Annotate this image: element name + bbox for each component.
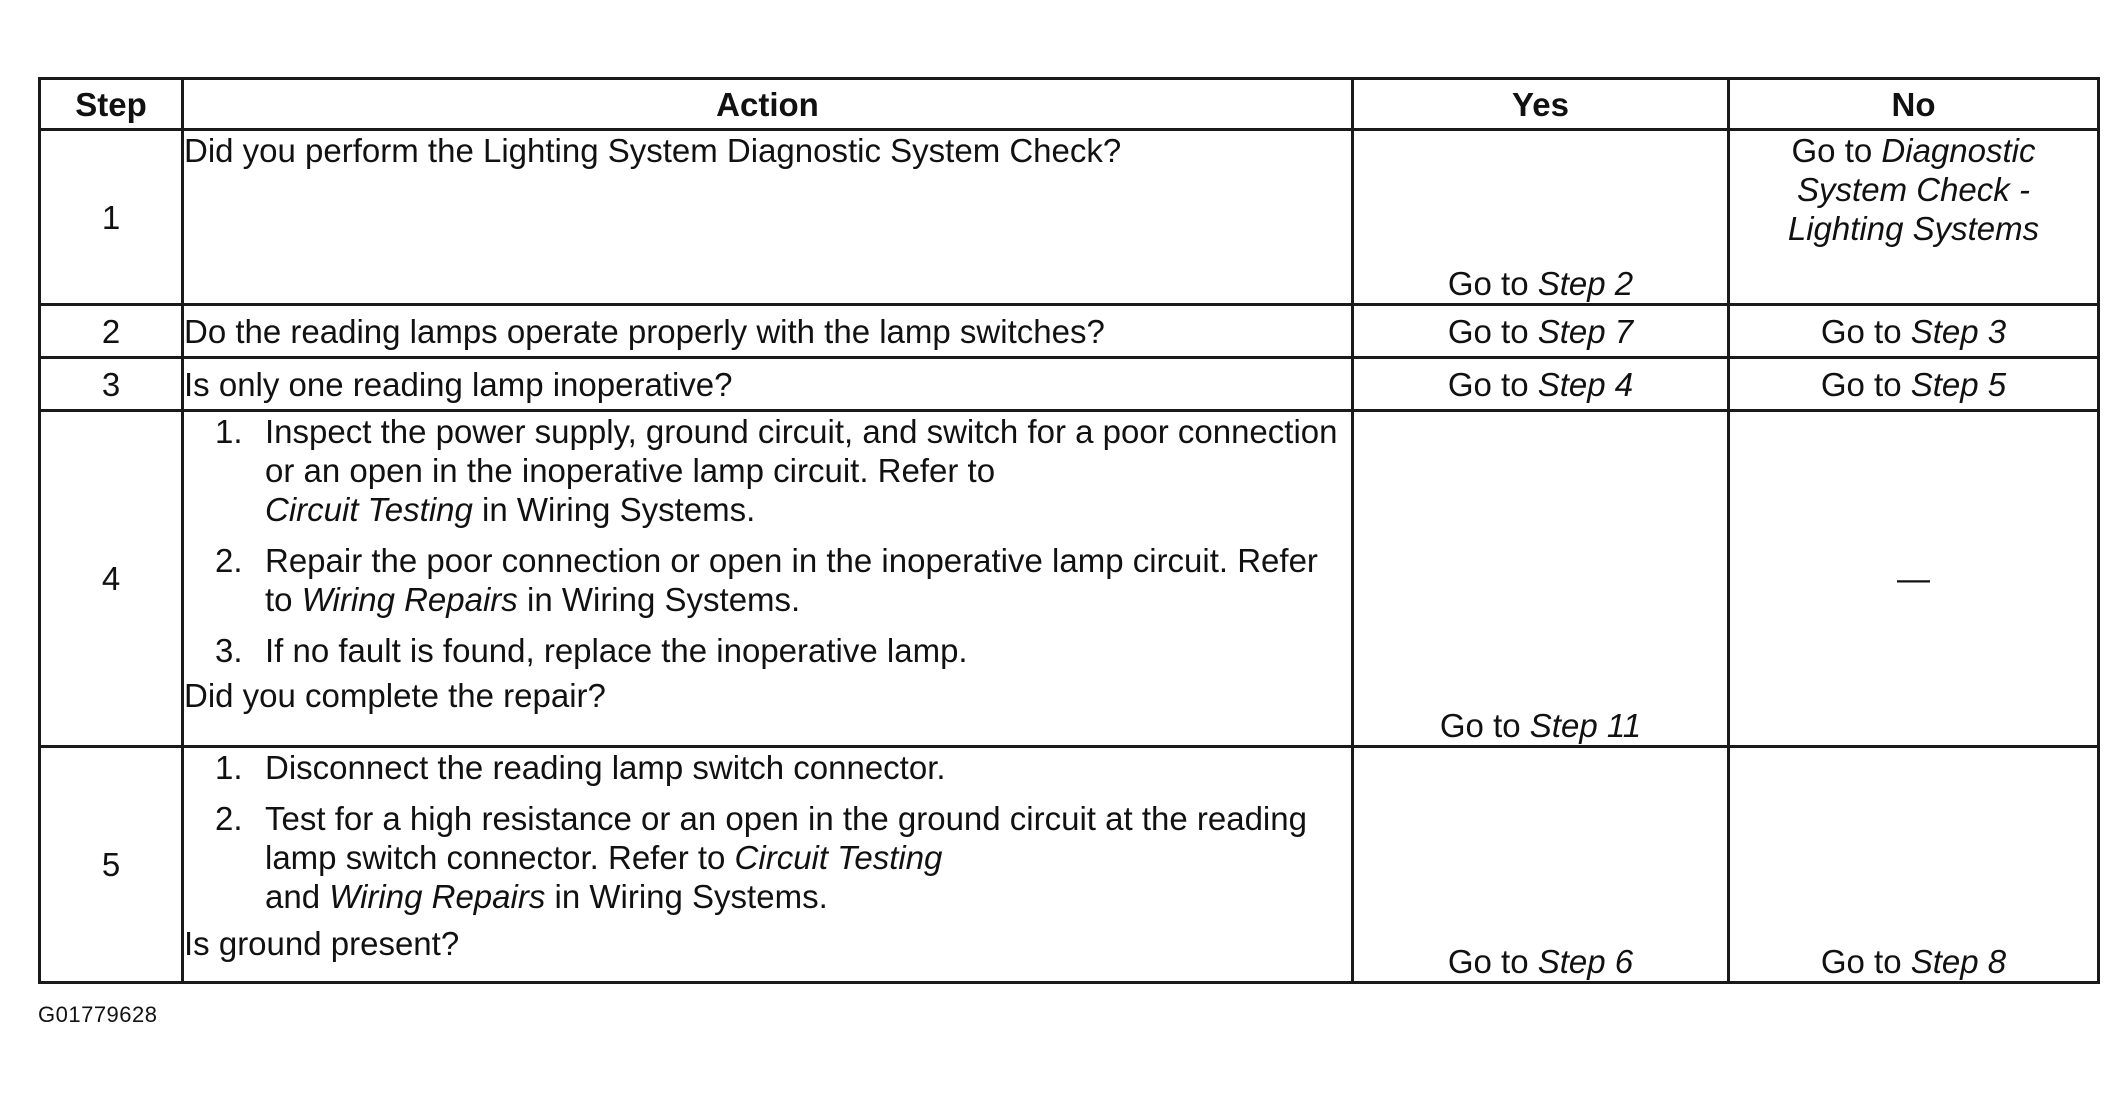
list-item	[184, 412, 1351, 529]
no-cell	[1729, 130, 2099, 305]
no-goto-prefix: Go to	[1820, 365, 1902, 403]
action-question: Did you perform the Lighting System Diagnostic System Check?	[184, 132, 1122, 169]
list-item-text: Repair the poor connection or open in the inoperative lamp circuit. Refer to	[265, 542, 1318, 618]
yes-cell	[1353, 747, 1729, 983]
no-step-link[interactable]: Step 5	[1910, 365, 2007, 403]
list-item-number: 3.	[215, 632, 243, 669]
table-row	[40, 305, 2099, 358]
step-number: 2	[40, 305, 183, 358]
yes-goto-prefix: Go to	[1447, 265, 1529, 302]
yes-cell	[1353, 358, 1729, 411]
yes-step-link[interactable]: Step 7	[1537, 312, 1634, 350]
no-cell	[1729, 411, 2099, 747]
yes-step-link[interactable]: Step 11	[1529, 707, 1642, 744]
circuit-testing-link[interactable]: Circuit Testing	[265, 491, 473, 528]
action-question: Is ground present?	[184, 925, 460, 962]
yes-cell	[1353, 130, 1729, 305]
action-cell	[183, 358, 1353, 411]
table-row	[40, 411, 2099, 747]
step-number: 4	[40, 411, 183, 747]
table-row	[40, 130, 2099, 305]
no-goto-prefix: Go to	[1791, 132, 1873, 169]
list-item-number: 2.	[215, 800, 243, 837]
action-cell	[183, 130, 1353, 305]
no-cell	[1729, 305, 2099, 358]
header-row	[40, 79, 2099, 130]
list-item-text: Inspect the power supply, ground circuit, and switch for a poor connection or an open in the inoperative lamp circuit. Refer to	[265, 413, 1338, 489]
header-yes: Yes	[1353, 79, 1729, 130]
figure-id: G01779628	[38, 1002, 158, 1027]
no-step-link[interactable]: Step 3	[1910, 312, 2007, 350]
wiring-repairs-link[interactable]: Wiring Repairs	[329, 878, 546, 915]
yes-step-link[interactable]: Step 2	[1537, 265, 1634, 302]
action-question: Is only one reading lamp inoperative?	[184, 365, 733, 403]
yes-step-link[interactable]: Step 4	[1537, 365, 1634, 403]
list-item	[184, 631, 1351, 670]
yes-cell	[1353, 305, 1729, 358]
list-item-text: If no fault is found, replace the inoperative lamp.	[265, 632, 968, 669]
diagnostic-table	[38, 77, 2100, 984]
action-steps-list	[184, 412, 1351, 670]
list-item	[184, 748, 1351, 787]
list-item-text: in Wiring Systems.	[554, 878, 828, 915]
list-item-text: Test for a high resistance or an open in the ground circuit at the reading lamp switch connector. Refer to	[265, 800, 1307, 876]
yes-goto-prefix: Go to	[1447, 943, 1529, 980]
list-item	[184, 799, 1351, 916]
list-item-text: Disconnect the reading lamp switch connector.	[265, 749, 946, 786]
list-item-text: in Wiring Systems.	[526, 581, 801, 618]
action-cell	[183, 305, 1353, 358]
action-cell	[183, 411, 1353, 747]
list-item-text: and	[265, 878, 321, 915]
no-cell	[1729, 358, 2099, 411]
step-number: 1	[40, 130, 183, 305]
yes-goto-prefix: Go to	[1439, 707, 1521, 744]
step-number: 3	[40, 358, 183, 411]
no-dash: —	[1897, 560, 1930, 597]
header-no: No	[1729, 79, 2099, 130]
list-item-number: 2.	[215, 542, 243, 579]
header-action: Action	[183, 79, 1353, 130]
action-steps-list	[184, 748, 1351, 916]
no-goto-prefix: Go to	[1820, 943, 1902, 980]
table-row	[40, 747, 2099, 983]
action-question: Did you complete the repair?	[184, 677, 606, 714]
yes-cell	[1353, 411, 1729, 747]
no-step-link[interactable]: Step 8	[1910, 943, 2007, 980]
list-item-number: 1.	[215, 413, 243, 450]
yes-step-link[interactable]: Step 6	[1537, 943, 1634, 980]
list-item	[184, 541, 1351, 619]
circuit-testing-link[interactable]: Circuit Testing	[734, 839, 943, 876]
list-item-text: in Wiring Systems.	[482, 491, 756, 528]
action-cell	[183, 747, 1353, 983]
table-row	[40, 358, 2099, 411]
no-cell	[1729, 747, 2099, 983]
list-item-number: 1.	[215, 749, 243, 786]
action-question: Do the reading lamps operate properly with the lamp switches?	[184, 312, 1105, 350]
yes-goto-prefix: Go to	[1447, 365, 1529, 403]
yes-goto-prefix: Go to	[1447, 312, 1529, 350]
no-goto-prefix: Go to	[1820, 312, 1902, 350]
wiring-repairs-link[interactable]: Wiring Repairs	[301, 581, 518, 618]
no-diagnostic-link[interactable]: Diagnostic System Check - Lighting Systems	[1787, 132, 2040, 247]
step-number: 5	[40, 747, 183, 983]
header-step: Step	[40, 79, 183, 130]
